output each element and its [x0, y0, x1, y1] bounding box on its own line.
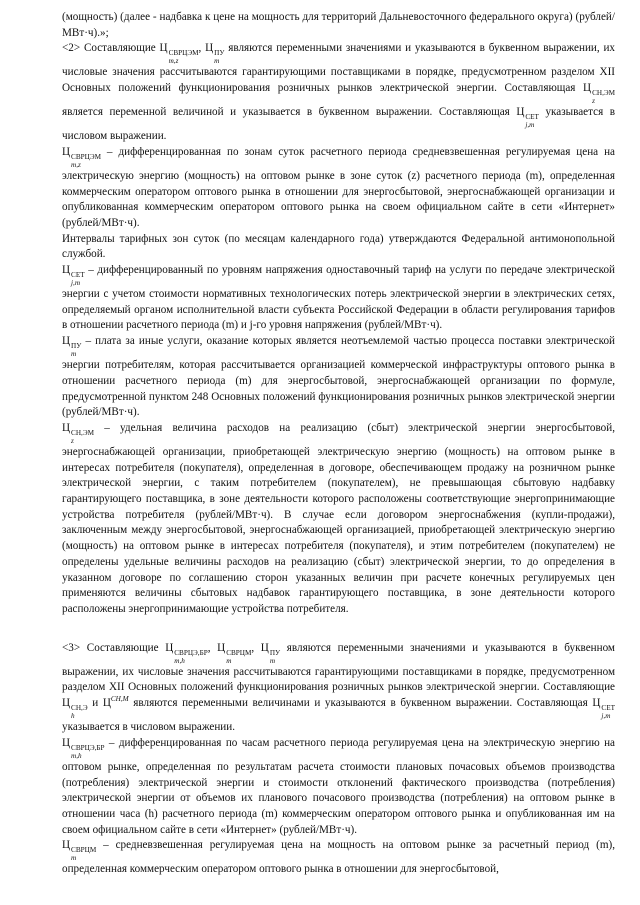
symbol-c-pu-m: Ц ПУ m	[260, 641, 281, 665]
symbol-c-svrtsebr-mh: Ц СВРЦЭ,БР m,h	[62, 736, 105, 760]
paragraph-note-3: <3> Составляющие Ц СВРЦЭ,БР m,h , Ц СВРЦМ m , Ц ПУ m являются переменными значениями и указываются в буквенном выражении, их числовые значения рассчитываются гарантирующими поставщиками в порядке, предусмотренном разделом XII Основных положений функционирования розничных рынков электрической энергии. Составляющие Ц СН,Э h и $Ц^{СН,М}$ являются переменными величинами и указываются в буквенном выражении. Составляющая Ц СЕТ j,m указывается в числовом выражении.	[62, 641, 615, 734]
paragraph-def-pu: Ц ПУ m – плата за иные услуги, оказание которых является неотъемлемой частью процесса поставки электрической энергии потребителям, которая рассчитывается организацией коммерческой инфраструктуры оптового рынка в отношении расчетного периода (m) для энергосбытовой, энергоснабжающей организации по формуле, предусмотренной пунктом 248 Основных положений функционирования розничных рынков электрической энергии (рублей/МВт·ч).	[62, 335, 615, 419]
symbol-c-snem-z: Ц СН,ЭМ z	[583, 82, 615, 106]
paragraph-1: (мощность) (далее - надбавка к цене на мощность для территорий Дальневосточного федерального округа) (рублей/МВт·ч).»;	[62, 11, 615, 39]
symbol-c-snm: $Ц^{СН,М}$	[102, 695, 129, 710]
paragraph-note-2: <2> Составляющие Ц СВРЦЭМ m,z , Ц ПУ m являются переменными значениями и указываются в буквенном выражении, их числовые значения рассчитываются гарантирующими поставщиками в порядке, предусмотренном разделом XII Основных положений функционирования розничных рынков электрической энергии. Составляющая Ц СН,ЭМ z является переменной величиной и указывается в буквенном выражении. Составляющая Ц СЕТ j,m указывается в числовом выражении.	[62, 42, 615, 143]
document-body	[62, 10, 615, 878]
symbol-c-svrtsebr-mh: Ц СВРЦЭ,БР m,h	[165, 641, 208, 665]
symbol-c-svrtsem-mz: Ц СВРЦЭМ m,z	[62, 145, 101, 169]
symbol-c-set-jm: Ц СЕТ j,m	[62, 264, 85, 288]
symbol-c-pu-m: Ц ПУ m	[62, 335, 82, 359]
symbol-c-svrtsem-mz: Ц СВРЦЭМ m,z	[159, 42, 199, 66]
symbol-c-snem-z: Ц СН,ЭМ z	[62, 421, 94, 445]
symbol-c-set-jm: Ц СЕТ j,m	[516, 106, 539, 130]
symbol-c-svrtsm-m: Ц СВРЦМ m	[62, 839, 97, 863]
symbol-c-set-jm: Ц СЕТ j,m	[592, 697, 615, 721]
paragraph-def-svrtsem: Ц СВРЦЭМ m,z – дифференцированная по зонам суток расчетного периода средневзвешенная регулируемая цена на электрическую энергию (мощность) на оптовом рынке в зоне суток (z) расчетного периода (m), определенная коммерческим оператором оптового рынка в отношении для энергосбытовой, энергоснабжающей организации и опубликованная коммерческим оператором оптового рынка на своем официальном сайте в сети «Интернет» (рублей/МВт·ч).	[62, 145, 615, 229]
paragraph-def-svrtsm: Ц СВРЦМ m – средневзвешенная регулируемая цена на мощность на оптовом рынке за расчетный период (m), определенная коммерческим оператором оптового рынка в отношении для энергосбытовой,	[62, 839, 615, 876]
paragraph-def-set: Ц СЕТ j,m – дифференцированный по уровням напряжения одноставочный тариф на услуги по передаче электрической энергии с учетом стоимости нормативных технологических потерь электрической энергии в электрических сетях, определяемый органом исполнительной власти субъекта Российской Федерации в области регулирования тарифов в отношении расчетного периода (m) и j-го уровня напряжения (рублей/МВт·ч).	[62, 264, 615, 332]
symbol-c-svrtsm-m: Ц СВРЦМ m	[217, 641, 252, 665]
paragraph-def-snem: Ц СН,ЭМ z – удельная величина расходов на реализацию (сбыт) электрической энергии энергосбытовой, энергоснабжающей организации, приобретающей электрическую энергию (мощность) на оптовом рынке в интересах потребителя (покупателя), определенная в договоре, обеспечивающем продажу на розничном рынке электрической энергии, с таким потребителем (покупателем), не превышающая сбытовую надбавку гарантирующего поставщика, в зоне деятельности которого расположены соответствующие энергопринимающие устройства потребителя (рублей/МВт·ч). В случае если договором энергоснабжения (купли-продажи), заключенным между энергосбытовой, энергоснабжающей организацией, приобретающей электрическую энергию (мощность) на оптовом рынке в интересах потребителя (покупателя), и этим потребителем (покупателем) не определены удельные величины расходов на реализацию (сбыт) электрической энергии, то до определения в указанном договоре по соглашению сторон указанных величин при расчете конечных регулируемых цен применяются величины сбытовых надбавок гарантирующего поставщика, в зоне деятельности которого расположены энергопринимающие устройства потребителя.	[62, 421, 615, 615]
symbol-c-snee-h: Ц СН,Э h	[62, 697, 88, 721]
paragraph-intervals: Интервалы тарифных зон суток (по месяцам календарного года) утверждаются Федеральной антимонопольной службой.	[62, 232, 615, 261]
symbol-c-pu-m: Ц ПУ m	[205, 42, 225, 66]
paragraph-gap	[62, 618, 615, 641]
paragraph-def-svrtsebr: Ц СВРЦЭ,БР m,h – дифференцированная по часам расчетного периода регулируемая цена на электрическую энергию на оптовом рынке, определенная по результатам расчета стоимости плановых почасовых объемов производства (потребления) электрической энергии и стоимости отклонений фактического производства (потребления) электрической энергии от объемов их планового почасового производства (потребления) на оптовом рынке в отношении часа (h) расчетного периода (m) коммерческим оператором оптового рынка и опубликованная им на своем официальном сайте в сети «Интернет» (рублей/МВт·ч).	[62, 736, 615, 836]
